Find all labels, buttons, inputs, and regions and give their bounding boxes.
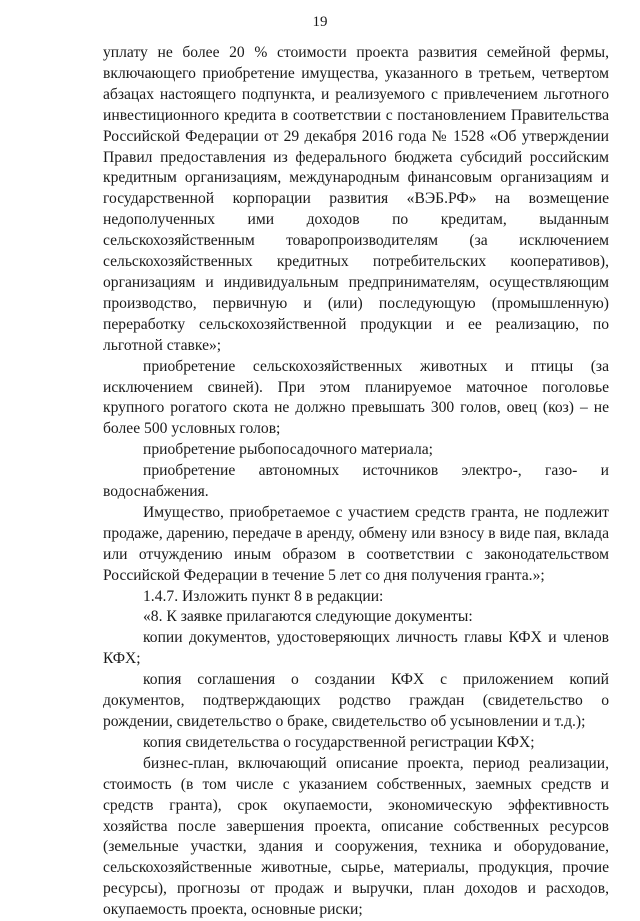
page-number: 19: [312, 14, 328, 30]
paragraph-agreement-copy: копия соглашения о создании КФХ с приложением копий документов, подтверждающих родство граждан (свидетельство о рождении, свидетельство о браке, свидетельство об усыновлении и т.д.);: [103, 671, 609, 730]
paragraph-grant-payment: уплату не более 20 % стоимости проекта развития семейной фермы, включающего приобретение имущества, указанного в третьем, четвертом абзацах настоящего подпункта, и реализуемого с привлечением льготного инвестиционного кредита в соответствии с постановлением Правительства Российской Федерации от 29 декабря 2016 года № 1528 «Об утверждении Правил предоставления из федерального бюджета субсидий российским кредитным организациям, международным финансовым организациям и государственной корпорации развития «ВЭБ.РФ» на возмещение недополученных ими доходов по кредитам, выданным сельскохозяйственным товаропроизводителям (за исключением сельскохозяйственных кредитных потребительских кооперативов), организациям и индивидуальным предпринимателям, осуществляющим производство, первичную и (или) последующую (промышленную) переработку сельскохозяйственной продукции и ее реализацию, по льготной ставке»;: [103, 44, 609, 354]
paragraph-business-plan: бизнес-план, включающий описание проекта, период реализации, стоимость (в том числе с указанием собственных, заемных средств и средств гранта), срок окупаемости, экономическую эффективность хозяйства после завершения проекта, описание собственных ресурсов (земельные участки, здания и сооружения, техника и оборудование, сельскохозяйственные животные, сырье, материалы, продукция, прочие ресурсы), прогнозы от продаж и выручки, план доходов и расходов, окупаемость проекта, основные риски;: [103, 754, 609, 919]
paragraph-registration-certificate: копия свидетельства о государственной регистрации КФХ;: [143, 733, 535, 751]
paragraph-property-restriction: Имущество, приобретаемое с участием средств гранта, не подлежит продаже, дарению, передаче в аренду, обмену или взносу в виде пая, вклада или отчуждению иным образом в соответствии с законодательством Российской Федерации в течение 5 лет со дня получения гранта.»;: [103, 503, 609, 584]
paragraph-amendment: 1.4.7. Изложить пункт 8 в редакции:: [143, 587, 384, 605]
paragraph-identity-docs: копии документов, удостоверяющих личность главы КФХ и членов КФХ;: [103, 629, 609, 668]
document-body: [103, 43, 609, 921]
paragraph-fish-stock: приобретение рыбопосадочного материала;: [143, 441, 434, 459]
paragraph-documents-intro: «8. К заявке прилагаются следующие документы:: [143, 608, 473, 626]
paragraph-livestock: приобретение сельскохозяйственных животных и птицы (за исключением свиней). При этом планируемое маточное поголовье крупного рогатого скота не должно превышать 300 голов, овец (коз) – не более 500 условных голов;: [103, 357, 609, 438]
paragraph-power-sources: приобретение автономных источников электро-, газо- и водоснабжения.: [103, 462, 609, 501]
